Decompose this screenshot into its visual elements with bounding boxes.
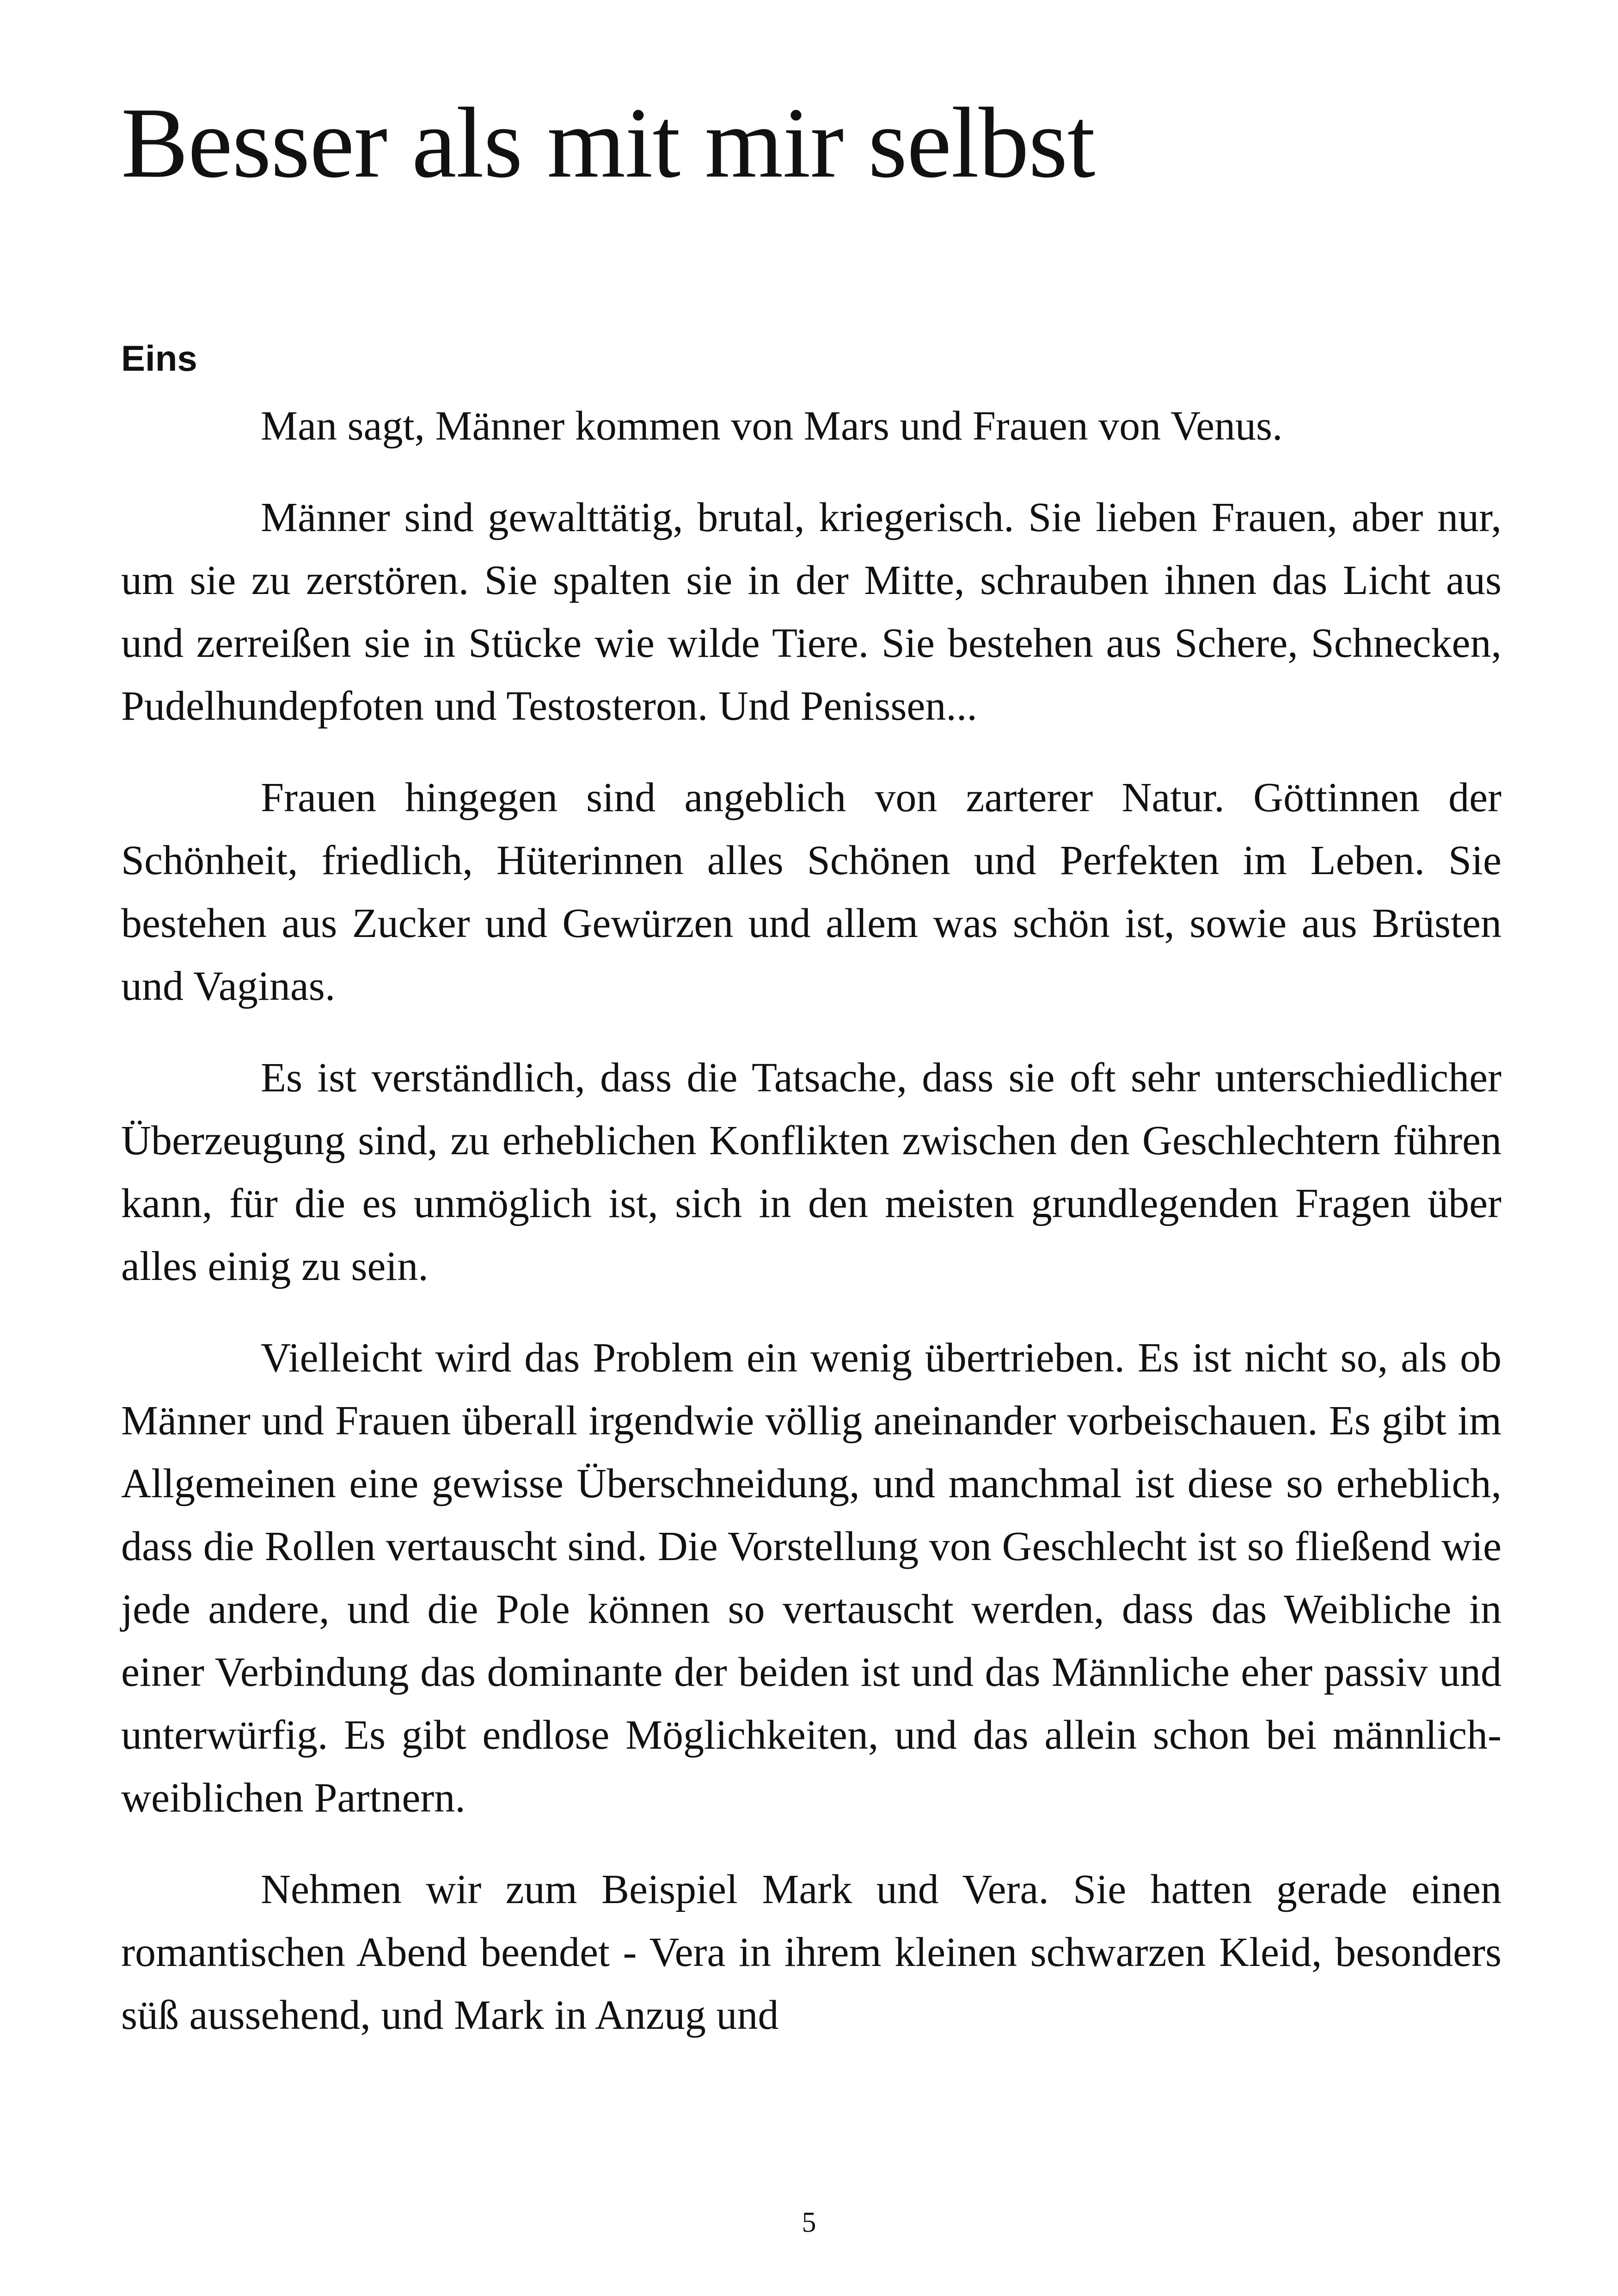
page-number: 5	[802, 2207, 816, 2238]
book-title: Besser als mit mir selbst	[121, 87, 1095, 199]
paragraph-2: Männer sind gewalttätig, brutal, kriegerisch. Sie lieben Frauen, aber nur, um sie zu zerstören. Sie spalten sie in der Mitte, schrauben ihnen das Licht aus und zerreißen sie in Stücke wie wilde Tiere. Sie bestehen aus Schere, Schnecken, Pudelhundepfoten und Testosteron. Und Penissen...	[121, 495, 1502, 729]
body-text	[121, 395, 1502, 2047]
paragraph-6: Nehmen wir zum Beispiel Mark und Vera. Sie hatten gerade einen romantischen Abend beendet - Vera in ihrem kleinen schwarzen Kleid, besonders süß aussehend, und Mark in Anzug und	[121, 1867, 1502, 2038]
chapter-heading: Eins	[121, 338, 197, 379]
paragraph-1: Man sagt, Männer kommen von Mars und Frauen von Venus.	[261, 403, 1283, 449]
paragraph-4: Es ist verständlich, dass die Tatsache, dass sie oft sehr unterschiedlicher Überzeugung sind, zu erheblichen Konflikten zwischen den Geschlechtern führen kann, für die es unmöglich ist, sich in den meisten grundlegenden Fragen über alles einig zu sein.	[121, 1055, 1502, 1289]
paragraph-5: Vielleicht wird das Problem ein wenig übertrieben. Es ist nicht so, als ob Männer und Frauen überall irgendwie völlig aneinander vorbeischauen. Es gibt im Allgemeinen eine gewisse Überschneidung, und manchmal ist diese so erheblich, dass die Rollen vertauscht sind. Die Vorstellung von Geschlecht ist so fließend wie jede andere, und die Pole können so vertauscht werden, dass das Weibliche in einer Verbindung das dominante der beiden ist und das Männliche eher passiv und unterwürfig. Es gibt endlose Möglichkeiten, und das allein schon bei männlich-weiblichen Partnern.	[121, 1335, 1502, 1821]
paragraph-3: Frauen hingegen sind angeblich von zarterer Natur. Göttinnen der Schönheit, friedlich, Hüterinnen alles Schönen und Perfekten im Leben. Sie bestehen aus Zucker und Gewürzen und allem was schön ist, sowie aus Brüsten und Vaginas.	[121, 775, 1502, 1009]
